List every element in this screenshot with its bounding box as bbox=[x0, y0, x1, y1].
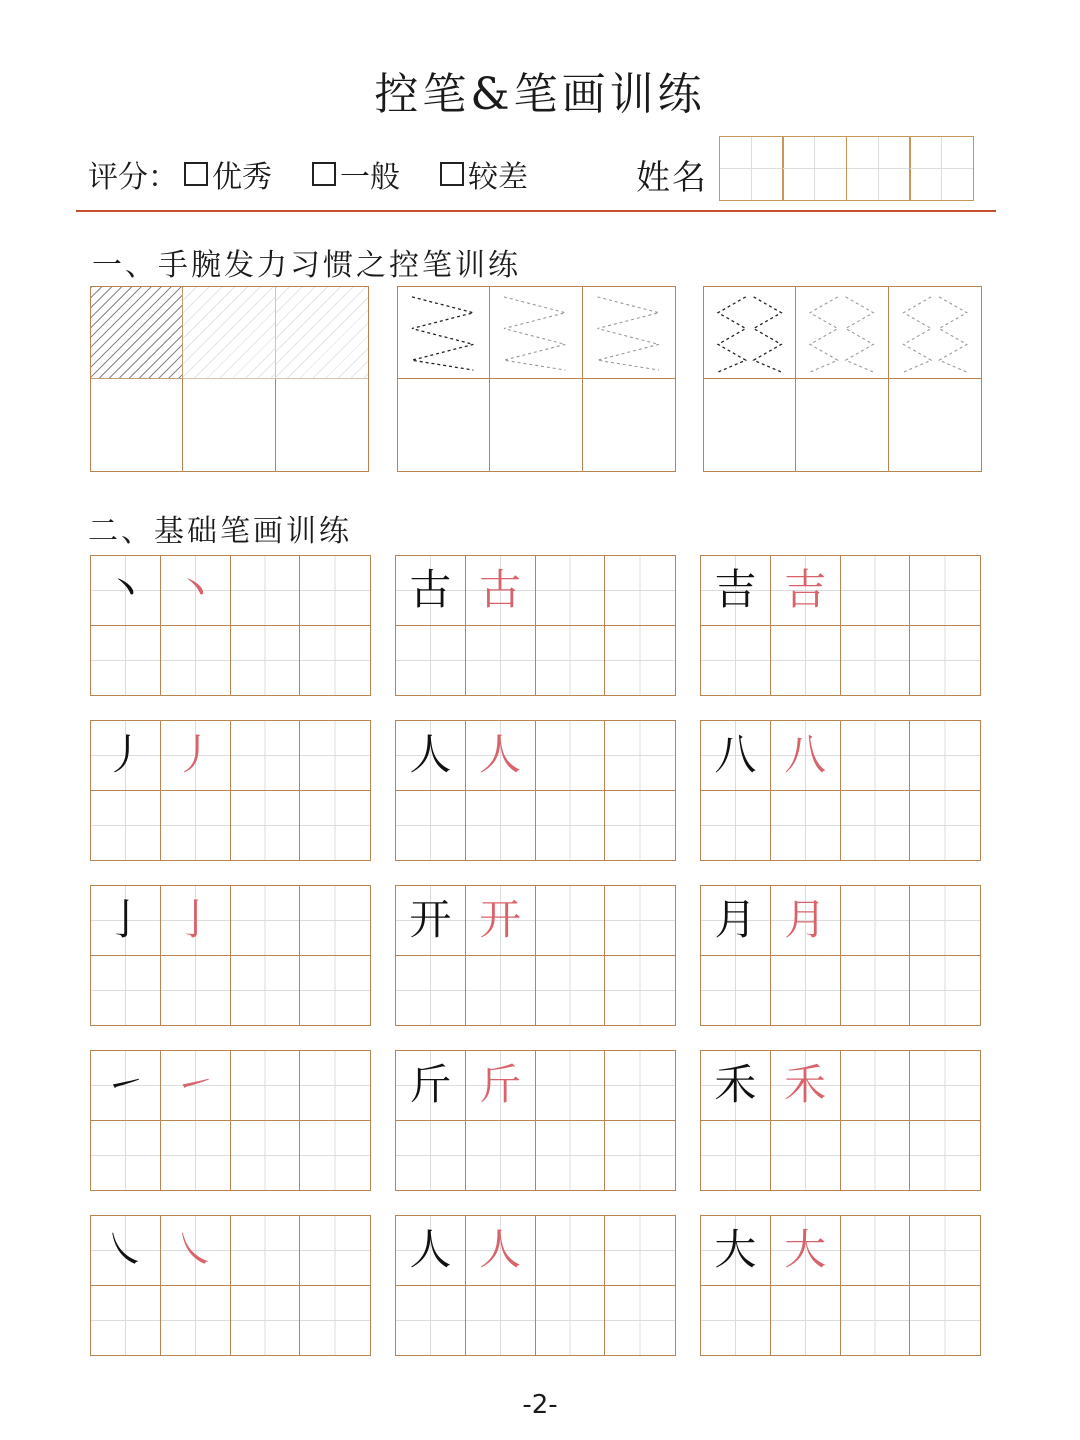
trace-char-cell[interactable] bbox=[161, 556, 231, 626]
practice-cell[interactable] bbox=[231, 791, 301, 861]
model-char: 大 bbox=[714, 1225, 757, 1275]
char-card bbox=[395, 885, 676, 1026]
practice-cell[interactable] bbox=[300, 791, 370, 861]
practice-cell[interactable] bbox=[231, 721, 301, 791]
practice-cell[interactable] bbox=[605, 886, 675, 956]
trace-char-cell[interactable] bbox=[161, 1051, 231, 1121]
practice-cell[interactable] bbox=[300, 956, 370, 1026]
model-char-cell bbox=[91, 886, 161, 956]
practice-cell[interactable] bbox=[536, 1216, 606, 1286]
practice-cell[interactable] bbox=[701, 1121, 771, 1191]
hatch-trace[interactable] bbox=[276, 287, 368, 379]
trace-char-cell[interactable] bbox=[161, 1216, 231, 1286]
char-card bbox=[700, 555, 981, 696]
section2-heading: 二、基础笔画训练 bbox=[88, 514, 352, 549]
header-divider bbox=[76, 210, 996, 212]
practice-cell[interactable] bbox=[605, 721, 675, 791]
practice-cell[interactable] bbox=[771, 1121, 841, 1191]
practice-cell[interactable] bbox=[536, 791, 606, 861]
practice-cell[interactable] bbox=[701, 791, 771, 861]
char-card bbox=[700, 720, 981, 861]
stroke-card bbox=[90, 1215, 371, 1356]
zigzag-trace[interactable] bbox=[490, 287, 582, 379]
practice-cell[interactable] bbox=[536, 721, 606, 791]
practice-cell[interactable] bbox=[605, 956, 675, 1026]
practice-cell[interactable] bbox=[605, 1216, 675, 1286]
practice-cell[interactable] bbox=[231, 1286, 301, 1356]
model-char: 丿 bbox=[104, 730, 147, 780]
practice-cell[interactable] bbox=[91, 626, 161, 696]
rating-option-average[interactable] bbox=[312, 152, 400, 196]
double-zigzag-trace[interactable] bbox=[796, 287, 888, 379]
practice-cell[interactable] bbox=[183, 379, 275, 471]
practice-cell[interactable] bbox=[231, 556, 301, 626]
trace-char: 丶 bbox=[174, 565, 217, 615]
trace-char: 丿 bbox=[174, 730, 217, 780]
model-char: 八 bbox=[714, 730, 757, 780]
stroke-card bbox=[90, 1050, 371, 1191]
model-char: ㇏ bbox=[104, 1225, 147, 1275]
stroke-card bbox=[90, 555, 371, 696]
practice-cell[interactable] bbox=[704, 379, 796, 471]
practice-cell[interactable] bbox=[396, 956, 466, 1026]
checkbox-icon[interactable] bbox=[312, 162, 336, 186]
practice-cell[interactable] bbox=[841, 626, 911, 696]
section1-heading: 一、手腕发力习惯之控笔训练 bbox=[92, 248, 521, 283]
model-char: 月 bbox=[714, 895, 757, 945]
practice-cell[interactable] bbox=[300, 1051, 370, 1121]
practice-cell[interactable] bbox=[276, 379, 368, 471]
trace-char-cell[interactable] bbox=[466, 886, 536, 956]
page-title: 控笔&笔画训练 bbox=[374, 69, 706, 120]
model-char-cell bbox=[701, 1051, 771, 1121]
rating-option-excellent[interactable] bbox=[184, 152, 272, 196]
practice-cell[interactable] bbox=[841, 886, 911, 956]
practice-cell[interactable] bbox=[889, 379, 981, 471]
practice-cell[interactable] bbox=[536, 1286, 606, 1356]
practice-cell[interactable] bbox=[605, 1051, 675, 1121]
practice-cell[interactable] bbox=[231, 1051, 301, 1121]
practice-cell[interactable] bbox=[910, 791, 980, 861]
practice-cell[interactable] bbox=[300, 1286, 370, 1356]
practice-cell[interactable] bbox=[910, 1286, 980, 1356]
trace-char-cell[interactable] bbox=[161, 721, 231, 791]
practice-cell[interactable] bbox=[583, 379, 675, 471]
trace-char: 斤 bbox=[479, 1060, 522, 1110]
trace-char-cell[interactable] bbox=[771, 1051, 841, 1121]
char-card bbox=[395, 1215, 676, 1356]
practice-cell[interactable] bbox=[300, 886, 370, 956]
practice-cell[interactable] bbox=[910, 1121, 980, 1191]
practice-cell[interactable] bbox=[300, 556, 370, 626]
model-char-cell bbox=[701, 886, 771, 956]
trace-char-cell[interactable] bbox=[771, 1216, 841, 1286]
trace-char-cell[interactable] bbox=[771, 721, 841, 791]
practice-cell[interactable] bbox=[841, 556, 911, 626]
name-input-boxes[interactable] bbox=[720, 136, 974, 201]
trace-char: 人 bbox=[479, 1225, 522, 1275]
practice-cell[interactable] bbox=[466, 1286, 536, 1356]
model-char: 人 bbox=[409, 730, 452, 780]
name-box[interactable] bbox=[909, 136, 974, 201]
model-char: 吉 bbox=[714, 565, 757, 615]
trace-char-cell[interactable] bbox=[466, 1051, 536, 1121]
model-char: 禾 bbox=[714, 1060, 757, 1110]
model-char: ㇀ bbox=[104, 1060, 147, 1110]
rating-option-poor[interactable] bbox=[440, 152, 528, 196]
practice-cell[interactable] bbox=[771, 956, 841, 1026]
practice-cell[interactable] bbox=[771, 626, 841, 696]
practice-cell[interactable] bbox=[605, 1121, 675, 1191]
trace-char-cell[interactable] bbox=[466, 1216, 536, 1286]
stroke-card bbox=[90, 720, 371, 861]
practice-cell[interactable] bbox=[466, 1121, 536, 1191]
model-char: 亅 bbox=[104, 895, 147, 945]
practice-cell[interactable] bbox=[91, 956, 161, 1026]
model-char-cell bbox=[701, 556, 771, 626]
practice-cell[interactable] bbox=[231, 1216, 301, 1286]
practice-cell[interactable] bbox=[231, 956, 301, 1026]
control-grid-hatching bbox=[90, 286, 369, 472]
practice-cell[interactable] bbox=[396, 1286, 466, 1356]
trace-char-cell[interactable] bbox=[771, 556, 841, 626]
name-label: 姓名 bbox=[636, 158, 708, 198]
practice-cell[interactable] bbox=[910, 886, 980, 956]
model-char: 人 bbox=[409, 1225, 452, 1275]
model-char: 开 bbox=[409, 895, 452, 945]
char-card bbox=[395, 555, 676, 696]
model-char-cell bbox=[701, 1216, 771, 1286]
practice-cell[interactable] bbox=[536, 626, 606, 696]
practice-cell[interactable] bbox=[841, 956, 911, 1026]
practice-cell[interactable] bbox=[910, 721, 980, 791]
practice-cell[interactable] bbox=[300, 1216, 370, 1286]
practice-cell[interactable] bbox=[231, 626, 301, 696]
practice-cell[interactable] bbox=[398, 379, 490, 471]
model-char-cell bbox=[91, 721, 161, 791]
control-grid-double-zigzag bbox=[703, 286, 982, 472]
char-card bbox=[395, 720, 676, 861]
char-card bbox=[395, 1050, 676, 1191]
trace-char: ㇏ bbox=[174, 1225, 217, 1275]
trace-char: 开 bbox=[479, 895, 522, 945]
practice-cell[interactable] bbox=[910, 1051, 980, 1121]
trace-char-cell[interactable] bbox=[161, 886, 231, 956]
practice-cell[interactable] bbox=[161, 626, 231, 696]
practice-cell[interactable] bbox=[841, 721, 911, 791]
trace-char-cell[interactable] bbox=[466, 721, 536, 791]
practice-cell[interactable] bbox=[910, 626, 980, 696]
rating-option-label: 优秀 bbox=[212, 160, 272, 195]
practice-cell[interactable] bbox=[605, 626, 675, 696]
name-box[interactable] bbox=[719, 136, 784, 201]
model-char: 丶 bbox=[104, 565, 147, 615]
trace-char: 月 bbox=[784, 895, 827, 945]
practice-cell[interactable] bbox=[536, 956, 606, 1026]
practice-cell[interactable] bbox=[91, 379, 183, 471]
practice-cell[interactable] bbox=[466, 791, 536, 861]
practice-cell[interactable] bbox=[536, 886, 606, 956]
practice-cell[interactable] bbox=[161, 1286, 231, 1356]
model-char-cell bbox=[396, 886, 466, 956]
name-box[interactable] bbox=[782, 136, 847, 201]
trace-char: 八 bbox=[784, 730, 827, 780]
hatch-pattern bbox=[91, 287, 183, 379]
practice-cell[interactable] bbox=[536, 1051, 606, 1121]
practice-cell[interactable] bbox=[161, 956, 231, 1026]
practice-cell[interactable] bbox=[396, 791, 466, 861]
practice-cell[interactable] bbox=[841, 1121, 911, 1191]
checkbox-icon[interactable] bbox=[440, 162, 464, 186]
practice-cell[interactable] bbox=[841, 1216, 911, 1286]
practice-cell[interactable] bbox=[910, 556, 980, 626]
rating-row bbox=[88, 152, 568, 196]
practice-cell[interactable] bbox=[841, 791, 911, 861]
rating-option-label: 较差 bbox=[468, 160, 528, 195]
trace-char-cell[interactable] bbox=[771, 886, 841, 956]
practice-cell[interactable] bbox=[910, 956, 980, 1026]
char-card bbox=[700, 1215, 981, 1356]
practice-cell[interactable] bbox=[796, 379, 888, 471]
practice-cell[interactable] bbox=[161, 1121, 231, 1191]
model-char-cell bbox=[701, 721, 771, 791]
model-char: 古 bbox=[409, 565, 452, 615]
practice-cell[interactable] bbox=[701, 626, 771, 696]
practice-cell[interactable] bbox=[701, 1286, 771, 1356]
model-char-cell bbox=[91, 556, 161, 626]
practice-cell[interactable] bbox=[396, 626, 466, 696]
practice-cell[interactable] bbox=[300, 626, 370, 696]
practice-cell[interactable] bbox=[300, 721, 370, 791]
control-grid-zigzag bbox=[397, 286, 676, 472]
trace-char: 人 bbox=[479, 730, 522, 780]
name-box[interactable] bbox=[846, 136, 911, 201]
practice-cell[interactable] bbox=[841, 1051, 911, 1121]
zigzag-trace[interactable] bbox=[583, 287, 675, 379]
trace-char: ㇀ bbox=[174, 1060, 217, 1110]
practice-cell[interactable] bbox=[536, 556, 606, 626]
practice-cell[interactable] bbox=[605, 556, 675, 626]
model-char-cell bbox=[396, 721, 466, 791]
trace-char: 吉 bbox=[784, 565, 827, 615]
trace-char: 禾 bbox=[784, 1060, 827, 1110]
model-char-cell bbox=[91, 1216, 161, 1286]
practice-cell[interactable] bbox=[91, 1121, 161, 1191]
practice-cell[interactable] bbox=[91, 791, 161, 861]
double-zigzag-trace[interactable] bbox=[889, 287, 981, 379]
practice-cell[interactable] bbox=[231, 1121, 301, 1191]
trace-char: 亅 bbox=[174, 895, 217, 945]
double-zigzag-pattern bbox=[704, 287, 796, 379]
char-card bbox=[700, 1050, 981, 1191]
trace-char-cell[interactable] bbox=[466, 556, 536, 626]
practice-cell[interactable] bbox=[466, 626, 536, 696]
practice-cell[interactable] bbox=[910, 1216, 980, 1286]
practice-cell[interactable] bbox=[300, 1121, 370, 1191]
practice-cell[interactable] bbox=[466, 956, 536, 1026]
practice-cell[interactable] bbox=[605, 791, 675, 861]
model-char-cell bbox=[91, 1051, 161, 1121]
model-char-cell bbox=[396, 1051, 466, 1121]
hatch-trace[interactable] bbox=[183, 287, 275, 379]
practice-cell[interactable] bbox=[91, 1286, 161, 1356]
stroke-card bbox=[90, 885, 371, 1026]
trace-char: 古 bbox=[479, 565, 522, 615]
practice-cell[interactable] bbox=[771, 1286, 841, 1356]
model-char-cell bbox=[396, 1216, 466, 1286]
practice-cell[interactable] bbox=[701, 956, 771, 1026]
zigzag-pattern bbox=[398, 287, 490, 379]
rating-label: 评分： bbox=[88, 160, 178, 195]
rating-option-label: 一般 bbox=[340, 160, 400, 195]
practice-cell[interactable] bbox=[161, 791, 231, 861]
practice-cell[interactable] bbox=[605, 1286, 675, 1356]
practice-cell[interactable] bbox=[841, 1286, 911, 1356]
model-char: 斤 bbox=[409, 1060, 452, 1110]
trace-char: 大 bbox=[784, 1225, 827, 1275]
practice-cell[interactable] bbox=[536, 1121, 606, 1191]
checkbox-icon[interactable] bbox=[184, 162, 208, 186]
practice-cell[interactable] bbox=[490, 379, 582, 471]
practice-cell[interactable] bbox=[396, 1121, 466, 1191]
practice-cell[interactable] bbox=[231, 886, 301, 956]
page-number: -2- bbox=[522, 1390, 558, 1420]
model-char-cell bbox=[396, 556, 466, 626]
practice-cell[interactable] bbox=[771, 791, 841, 861]
char-card bbox=[700, 885, 981, 1026]
